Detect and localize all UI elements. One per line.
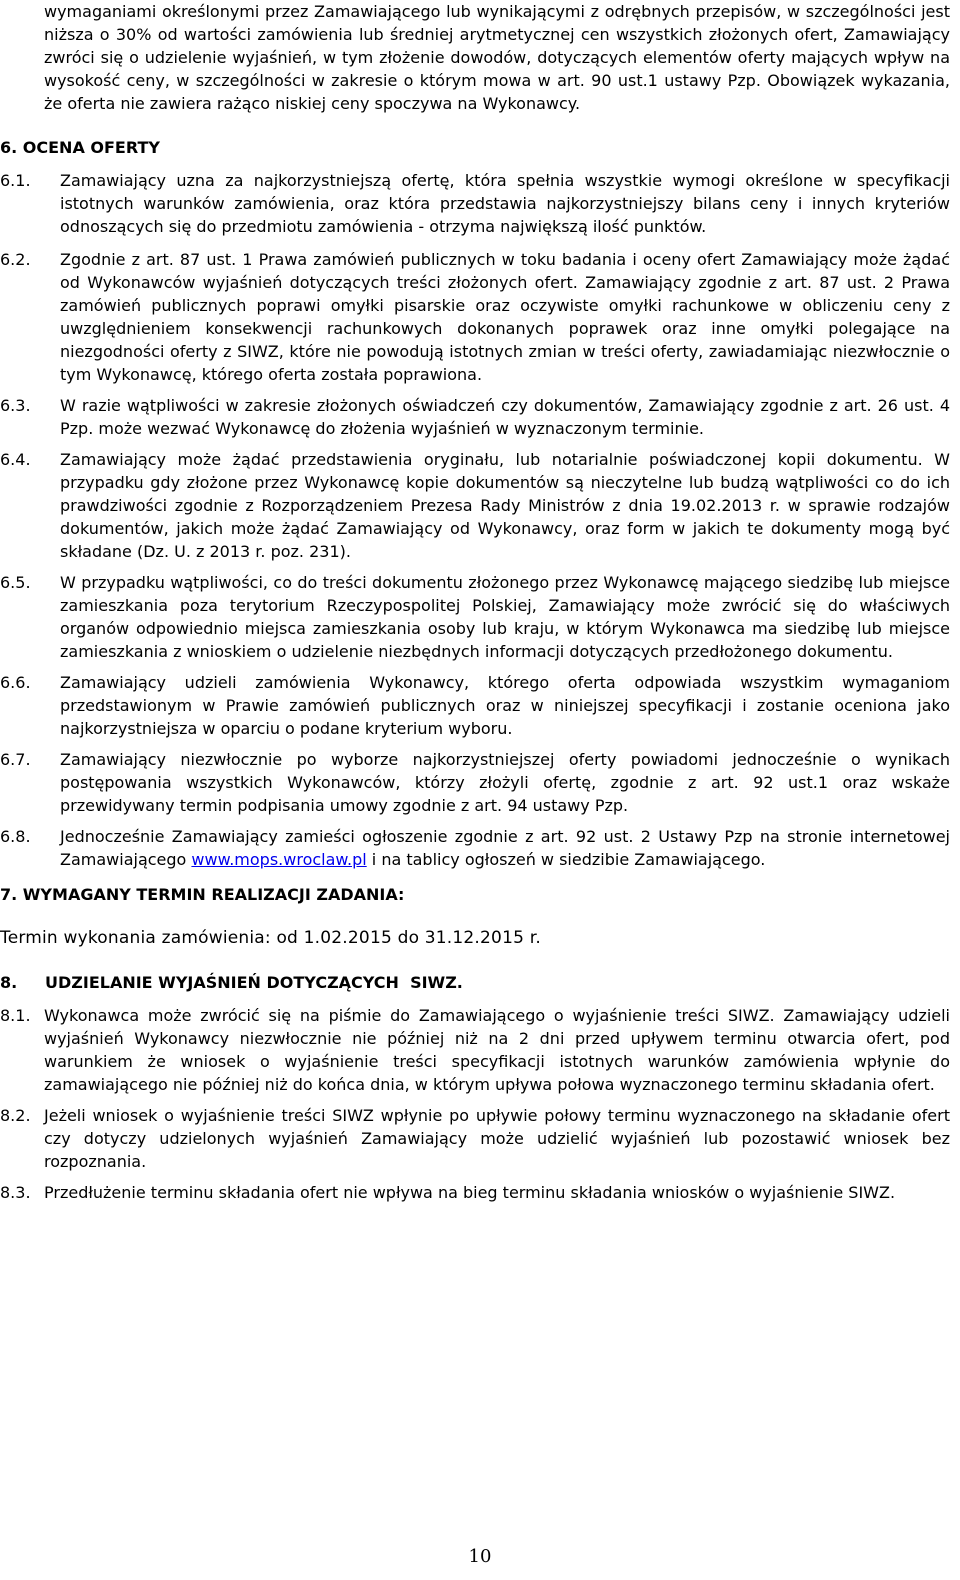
item-6-1 bbox=[0, 169, 950, 238]
item-text: W przypadku wątpliwości, co do treści dokumentu złożonego przez Wykonawcę mającego siedzibę lub miejsce zamieszkania poza terytorium Rzeczypospolitej Polskiej, Zamawiający może zwrócić się do właściwych organów odpowiednio miejsca zamieszkania osoby lub kraju, w którym Wykonawca ma siedzibę lub miejsce zamieszkania z wnioskiem o udzielenie niezbędnych informacji dotyczących przedłożonego dokumentu. bbox=[60, 573, 950, 661]
item-number: 6.1. bbox=[0, 171, 31, 190]
item-number: 6.8. bbox=[0, 827, 31, 846]
item-6-6 bbox=[0, 671, 950, 740]
item-number: 8.1. bbox=[0, 1006, 31, 1025]
item-6-4 bbox=[0, 448, 950, 563]
item-text: Zamawiający może żądać przedstawienia oryginału, lub notarialnie poświadczonej kopii dokumentu. W przypadku gdy złożone przez Wykonawcę kopie dokumentów są nieczytelne lub budzą wątpliwości co do ich prawdziwości zgodnie z Rozporządzeniem Prezesa Rady Ministrów z dnia 19.02.2013 r. w sprawie rodzajów dokumentów, jakich może żądać Zamawiający od Wykonawcy, oraz form w jakich te dokumenty mogą być składane (Dz. U. z 2013 r. poz. 231). bbox=[60, 450, 950, 561]
item-text: Zamawiający udzieli zamówienia Wykonawcy, którego oferta odpowiada wszystkim wymaganiom przedstawionym w Prawie zamówień publicznych oraz w niniejszej specyfikacji i zostanie oceniona jako najkorzystniejsza w oparciu o podane kryterium wyboru. bbox=[60, 673, 950, 738]
item-text bbox=[60, 825, 950, 871]
item-number: 6.4. bbox=[0, 450, 31, 469]
item-number: 6.5. bbox=[0, 573, 31, 592]
item-8-3 bbox=[0, 1181, 950, 1204]
mops-website-link[interactable]: www.mops.wroclaw.pl bbox=[191, 850, 367, 869]
item-number: 6.3. bbox=[0, 396, 31, 415]
item-text: W razie wątpliwości w zakresie złożonych oświadczeń czy dokumentów, Zamawiający zgodnie z art. 26 ust. 4 Pzp. może wezwać Wykonawcę do złożenia wyjaśnień w wyznaczonym terminie. bbox=[60, 396, 950, 438]
item-6-3 bbox=[0, 394, 950, 440]
item-number: 8.3. bbox=[0, 1183, 31, 1202]
item-text: Jeżeli wniosek o wyjaśnienie treści SIWZ wpłynie po upływie połowy terminu wyznaczonego na składanie ofert czy dotyczy udzielonych wyjaśnień Zamawiający może udzielić wyjaśnień lub pozostawić wniosek bez rozpoznania. bbox=[44, 1106, 950, 1171]
section-8-heading bbox=[0, 971, 950, 994]
item-text: Zamawiający niezwłocznie po wyborze najkorzystniejszej oferty powiadomi jednocześnie o wynikach postępowania wszystkich Wykonawców, którzy złożyli ofertę, zgodnie z art. 92 ust.1 oraz wskaże przewidywany termin podpisania umowy zgodnie z art. 94 ustawy Pzp. bbox=[60, 750, 950, 815]
item-text: Zamawiający uzna za najkorzystniejszą ofertę, która spełnia wszystkie wymogi określone w specyfikacji istotnych warunków zamówienia, oraz która przedstawia najkorzystniejszy bilans ceny i innych kryteriów odnoszących się do przedmiotu zamówienia - otrzyma największą ilość punktów. bbox=[60, 171, 950, 236]
item-number: 6.2. bbox=[0, 250, 31, 269]
item-text: Przedłużenie terminu składania ofert nie wpływa na bieg terminu składania wniosków o wyjaśnienie SIWZ. bbox=[44, 1183, 896, 1202]
item-8-2 bbox=[0, 1104, 950, 1173]
intro-paragraph: wymaganiami określonymi przez Zamawiającego lub wynikającymi z odrębnych przepisów, w szczególności jest niższa o 30% od wartości zamówienia lub średniej arytmetycznej cen wszystkich złożonych ofert, Zamawiający zwróci się o udzielenie wyjaśnień, w tym złożenie dowodów, dotyczących elementów oferty mających wpływ na wysokość ceny, w szczególności w zakresie o którym mowa w art. 90 ust.1 ustawy Pzp. Obowiązek wykazania, że oferta nie zawiera rażąco niskiej ceny spoczywa na Wykonawcy. bbox=[44, 2, 950, 113]
item-text-before: Jednocześnie Zamawiający zamieści ogłoszenie zgodnie z art. 92 ust. 2 Ustawy Pzp na stronie internetowej Zamawiającego bbox=[60, 827, 950, 869]
item-text: Zgodnie z art. 87 ust. 1 Prawa zamówień publicznych w toku badania i oceny ofert Zamawiający może żądać od Wykonawców wyjaśnień dotyczących treści złożonych ofert. Zamawiający zgodnie z art. 87 ust. 2 Prawa zamówień publicznych poprawi omyłki pisarskie oraz oczywiste omyłki rachunkowe w obliczeniu ceny z uwzględnieniem konsekwencji rachunkowych dokonanych poprawek oraz inne omyłki polegające na niezgodności oferty z SIWZ, które nie powodują istotnych zmian w treści oferty, zawiadamiając niezwłocznie o tym Wykonawcę, którego oferta została poprawiona. bbox=[60, 250, 950, 384]
page-number: 10 bbox=[468, 1546, 492, 1567]
section-8-title: UDZIELANIE WYJAŚNIEŃ DOTYCZĄCYCH SIWZ. bbox=[45, 973, 463, 992]
item-text: Wykonawca może zwrócić się na piśmie do Zamawiającego o wyjaśnienie treści SIWZ. Zamawiający udzieli wyjaśnień Wykonawcy niezwłocznie nie później niż na 2 dni przed upływem terminu otwarcia ofert, pod warunkiem że wniosek o wyjaśnienie treści specyfikacji istotnych warunków zamówienia wpłynie do zamawiającego nie później niż do końca dnia, w którym upływa połowa wyznaczonego terminu składania ofert. bbox=[44, 1006, 950, 1094]
item-number: 8.2. bbox=[0, 1106, 31, 1125]
item-number: 6.7. bbox=[0, 750, 31, 769]
section-7-heading: 7. WYMAGANY TERMIN REALIZACJI ZADANIA: bbox=[0, 885, 405, 904]
section-6-heading: 6. OCENA OFERTY bbox=[0, 138, 160, 157]
item-6-8 bbox=[0, 825, 950, 871]
item-6-5 bbox=[0, 571, 950, 663]
item-text-after: i na tablicy ogłoszeń w siedzibie Zamawiającego. bbox=[366, 850, 766, 869]
item-6-2 bbox=[0, 248, 950, 386]
item-number: 6.6. bbox=[0, 673, 31, 692]
item-8-1 bbox=[0, 1004, 950, 1096]
completion-term: Termin wykonania zamówienia: od 1.02.2015 do 31.12.2015 r. bbox=[0, 928, 541, 948]
section-8-number: 8. bbox=[0, 973, 18, 992]
item-6-7 bbox=[0, 748, 950, 817]
